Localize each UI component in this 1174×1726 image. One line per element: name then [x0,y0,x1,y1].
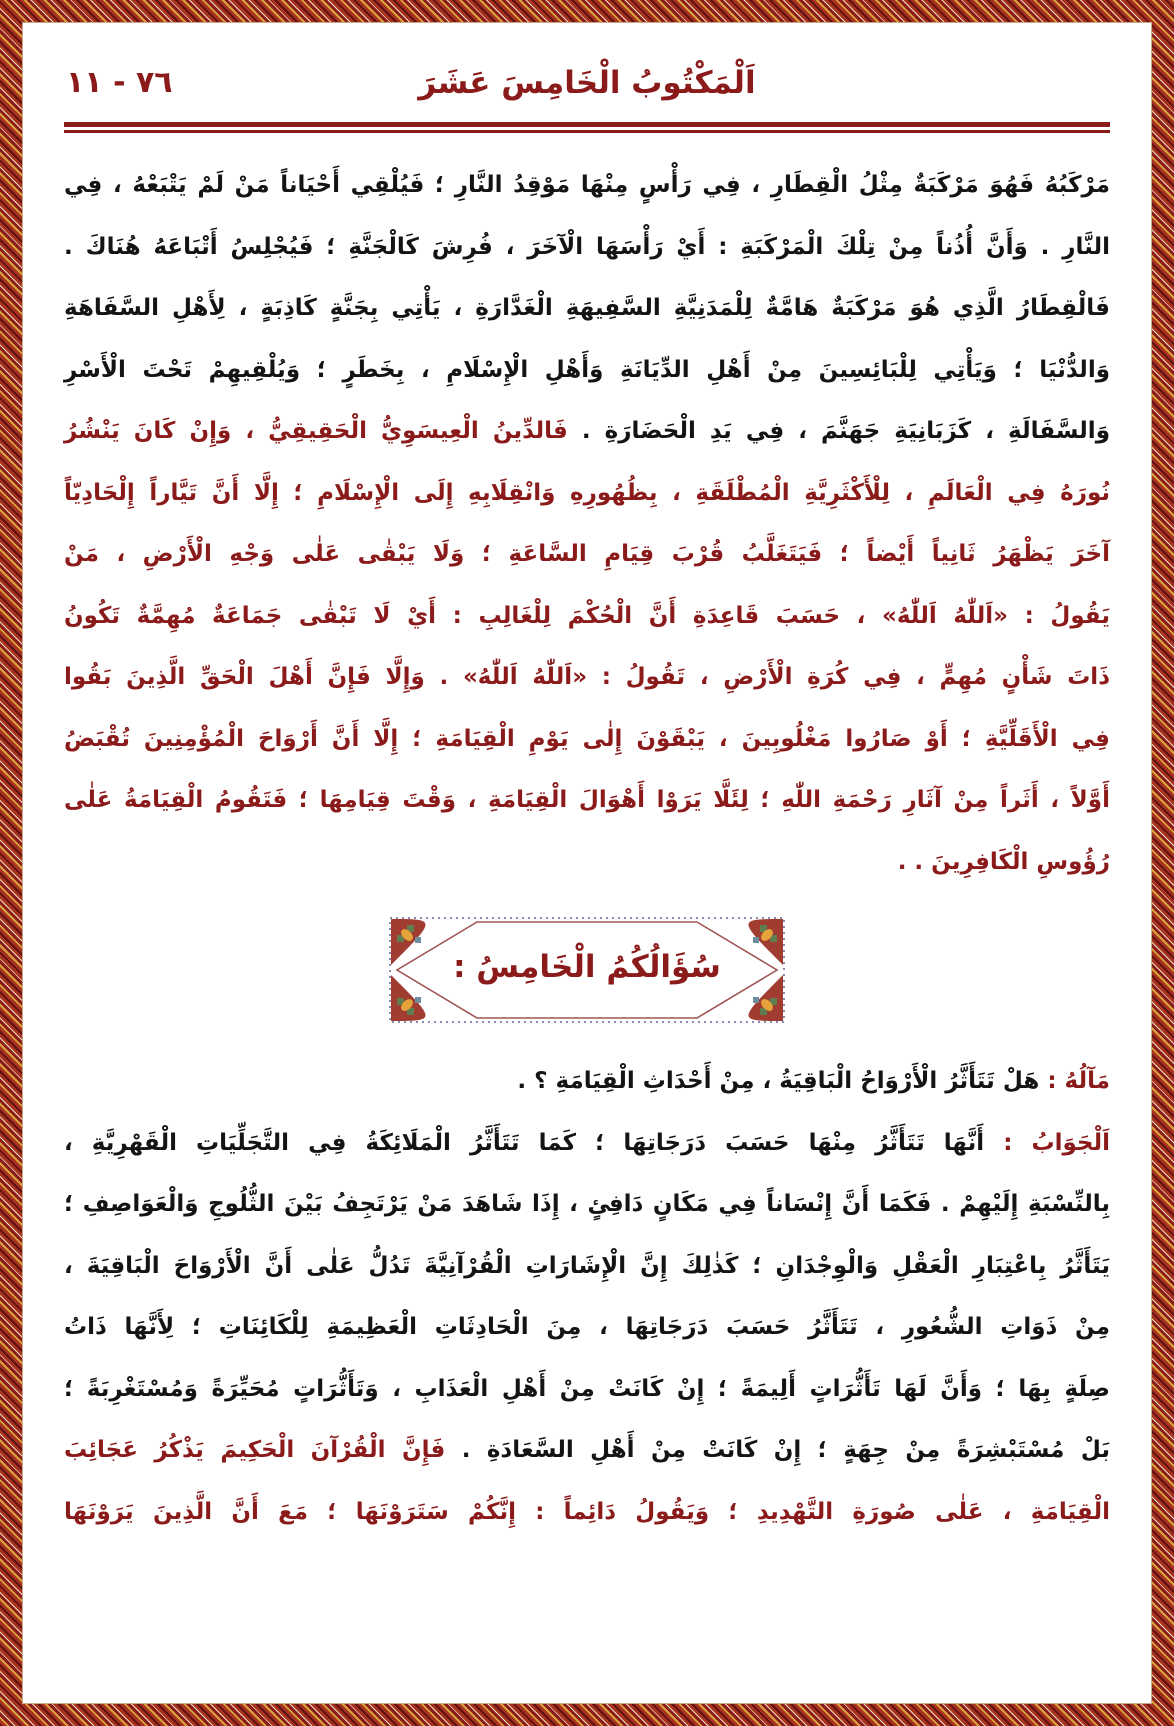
text-line [64,340,1110,402]
text-line [64,709,1110,771]
question-box [385,913,789,1027]
question-box-label: سُؤَالُكُمُ الْخَامِسُ : [453,949,721,985]
header-divider [64,122,1110,133]
text-line [64,278,1110,340]
text-segment: أَنَّهَا تَتَأَثَّرُ مِنْهَا حَسَبَ دَرَجَاتِهَا ؛ كَمَا تَتَأَثَّرُ الْمَلَائِكَةُ فِي التَّجَلِّيَاتِ الْقَهْرِيَّةِ ، [64,1129,985,1156]
text-line [64,1113,1110,1175]
text-segment: بِالنِّسْبَةِ إِلَيْهِمْ . فَكَمَا أَنَّ إِنْسَاناً فِي مَكَانٍ دَافِئٍ ، إِذَا شَاهَدَ مَنْ يَرْتَجِفُ بَيْنَ الثُّلُوجِ وَالْعَوَاصِفِ ؛ [64,1191,1110,1217]
text-segment: يَقُولُ : «اَللّٰهُ اَللّٰهُ» ، حَسَبَ قَاعِدَةِ أَنَّ الْحُكْمَ لِلْغَالِبِ : أَيْ لَا تَبْقٰى جَمَاعَةٌ مُهِمَّةٌ تَكُونُ [64,602,1110,629]
text-segment: مَرْكَبُهُ فَهُوَ مَرْكَبَةٌ مِثْلُ الْقِطَارِ ، فِي رَأْسٍ مِنْهَا مَوْقِدُ النَّارِ ؛ فَيُلْقِي أَحْيَاناً مَنْ لَمْ يَتْبَعْهُ ، فِي [64,172,1110,198]
text-segment: هَلْ تَتَأَثَّرُ الْأَرْوَاحُ الْبَاقِيَةُ ، مِنْ أَحْدَاثِ الْقِيَامَةِ ؟ . [517,1068,1040,1094]
text-segment: أَوَّلاً ، أَثَراً مِنْ آثَارِ رَحْمَةِ اللّٰهِ ؛ لِئَلَّا يَرَوْا أَهْوَالَ الْقِيَامَةِ ، وَقْتَ قِيَامِهَا ؛ فَتَقُومُ الْقِيَامَةُ عَلٰى [64,787,1110,813]
text-segment: الْقِيَامَةِ ، عَلٰى صُورَةِ التَّهْدِيدِ ؛ وَيَقُولُ دَائِماً : إِنَّكُمْ سَتَرَوْنَهَا ؛ مَعَ أَنَّ الَّذِينَ يَرَوْنَهَا [64,1498,1110,1525]
text-line [64,155,1110,217]
text-segment: مَآلُهُ : [1039,1068,1110,1094]
text-line [64,217,1110,279]
text-segment: يَتَأَثَّرُ بِاعْتِبَارِ الْعَقْلِ وَالْوِجْدَانِ ؛ كَذٰلِكَ إِنَّ الْإِشَارَاتِ الْقُرْآنِيَّةَ تَدُلُّ عَلٰى أَنَّ الْأَرْوَاحَ الْبَاقِيَةَ ، [64,1252,1110,1279]
text-segment: صِلَةٍ بِهَا ؛ وَأَنَّ لَهَا تَأَثُّرَاتٍ أَلِيمَةً ؛ إِنْ كَانَتْ مِنْ أَهْلِ الْعَذَابِ ، وَتَأَثُّرَاتٍ مُحَيِّرَةً وَمُسْتَغْرِبَةً ؛ [64,1375,1110,1402]
text-line [64,1482,1110,1544]
page-title: اَلْمَكْتُوبُ الْخَامِسَ عَشَرَ [418,65,756,101]
text-segment: بَلْ مُسْتَبْشِرَةً مِنْ جِهَةٍ ؛ إِنْ كَانَتْ مِنْ أَهْلِ السَّعَادَةِ . [445,1437,1110,1463]
text-segment: فَالْقِطَارُ الَّذِي هُوَ مَرْكَبَةٌ هَامَّةٌ لِلْمَدَنِيَّةِ السَّفِيهَةِ الْغَدَّارَةِ ، يَأْتِي بِجَنَّةٍ كَاذِبَةٍ ، لِأَهْلِ السَّفَاهَةِ [64,295,1110,321]
text-segment: وَالدُّنْيَا ؛ وَيَأْتِي لِلْبَائِسِينَ مِنْ أَهْلِ الدِّيَانَةِ وَأَهْلِ الْإِسْلَامِ ، بِخَطَرٍ ؛ وَيُلْقِيهِمْ تَحْتَ الْأَسْرِ [64,356,1110,383]
text-line [64,524,1110,586]
text-line [64,1236,1110,1298]
text-segment: فَالدِّينُ الْعِيسَوِيُّ الْحَقِيقِيُّ ، وَإِنْ كَانَ يَنْشُرُ [64,418,568,444]
page-header [64,52,1110,114]
text-line [64,1297,1110,1359]
text-segment: فَإِنَّ الْقُرْآنَ الْحَكِيمَ يَذْكُرُ عَجَائِبَ [64,1437,446,1463]
page-number: ٧٦ - ١١ [66,65,173,100]
text-segment: مِنْ ذَوَاتِ الشُّعُورِ ، تَتَأَثَّرُ حَسَبَ دَرَجَاتِهَا ، مِنَ الْحَادِثَاتِ الْعَظِيمَةِ لِلْكَائِنَاتِ ؛ لِأَنَّهَا ذَاتُ [64,1314,1110,1340]
text-line [64,1174,1110,1236]
page-content [22,22,1152,1704]
text-segment: فِي الْأَقَلِّيَّةِ ؛ أَوْ صَارُوا مَغْلُوبِينَ ، يَبْقَوْنَ إِلٰى يَوْمِ الْقِيَامَةِ ؛ إِلَّا أَنَّ أَرْوَاحَ الْمُؤْمِنِينَ تُقْبَضُ [64,725,1110,752]
text-line [64,463,1110,525]
text-line [64,401,1110,463]
text-line [64,832,1110,894]
text-segment: آخَرَ يَظْهَرُ ثَانِياً أَيْضاً ؛ فَيَتَغَلَّبُ قُرْبَ قِيَامِ السَّاعَةِ ؛ وَلَا يَبْقٰى عَلٰى وَجْهِ الْأَرْضِ ، مَنْ [64,541,1110,567]
text-line [64,1051,1110,1113]
text-line [64,1359,1110,1421]
text-segment: ذَاتَ شَأْنٍ مُهِمٍّ ، فِي كُرَةِ الْأَرْضِ ، تَقُولُ : «اَللّٰهُ اَللّٰهُ» . وَإِلَّا فَإِنَّ أَهْلَ الْحَقِّ الَّذِينَ بَقُوا [64,664,1110,690]
body-text-before-box [64,155,1110,893]
text-line [64,1420,1110,1482]
text-segment: رُؤُوسِ الْكَافِرِينَ . . [897,848,1110,875]
text-segment: اَلْجَوَابُ : [984,1129,1110,1156]
text-line [64,770,1110,832]
text-segment: وَالسَّفَالَةِ ، كَزَبَانِيَةِ جَهَنَّمَ ، فِي يَدِ الْحَضَارَةِ . [567,418,1110,444]
text-segment: نُورَهُ فِي الْعَالَمِ ، لِلْأَكْثَرِيَّةِ الْمُطْلَقَةِ ، بِظُهُورِهِ وَانْقِلَابِهِ إِلَى الْإِسْلَامِ ؛ إِلَّا أَنَّ تَيَّاراً إِلْحَادِيّاً [64,479,1110,506]
text-segment: النَّارِ . وَأَنَّ أُذُناً مِنْ تِلْكَ الْمَرْكَبَةِ : أَيْ رَأْسَهَا الْآخَرَ ، فُرِشَ كَالْجَنَّةِ ؛ فَيُجْلِسُ أَتْبَاعَهُ هُنَاكَ . [64,233,1110,260]
body-text-after-box [64,1051,1110,1543]
text-line [64,586,1110,648]
text-line [64,647,1110,709]
